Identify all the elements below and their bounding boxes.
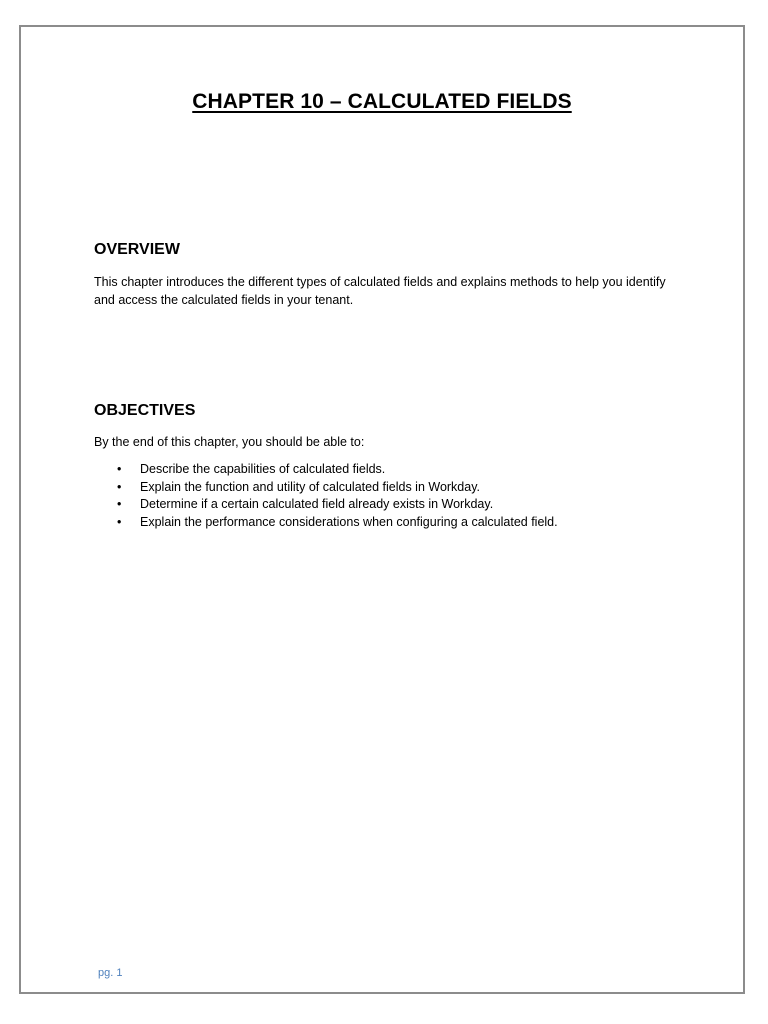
list-item [94,461,694,479]
bullet-icon: • [117,514,122,529]
list-item [94,479,694,497]
list-item [94,514,694,532]
overview-paragraph: This chapter introduces the different types of calculated fields and explains methods to help you identify and access the calculated fields in your tenant. [94,275,666,307]
objectives-intro: By the end of this chapter, you should be able to: [94,435,365,449]
objectives-heading: OBJECTIVES [94,402,196,419]
list-item-text: Describe the capabilities of calculated fields. [140,462,386,476]
list-item-text: Determine if a certain calculated field already exists in Workday. [140,497,494,511]
bullet-icon: • [117,479,122,494]
list-item [94,496,694,514]
document-page [19,25,745,994]
overview-heading: OVERVIEW [94,241,180,258]
bullet-icon: • [117,462,122,476]
chapter-title: CHAPTER 10 – CALCULATED FIELDS [192,90,572,113]
bullet-icon: • [117,497,122,511]
list-item-text: Explain the function and utility of calculated fields in Workday. [140,479,481,494]
list-item-text: Explain the performance considerations when configuring a calculated field. [140,514,558,529]
objectives-list [94,461,694,531]
page-number: pg. 1 [98,967,123,979]
